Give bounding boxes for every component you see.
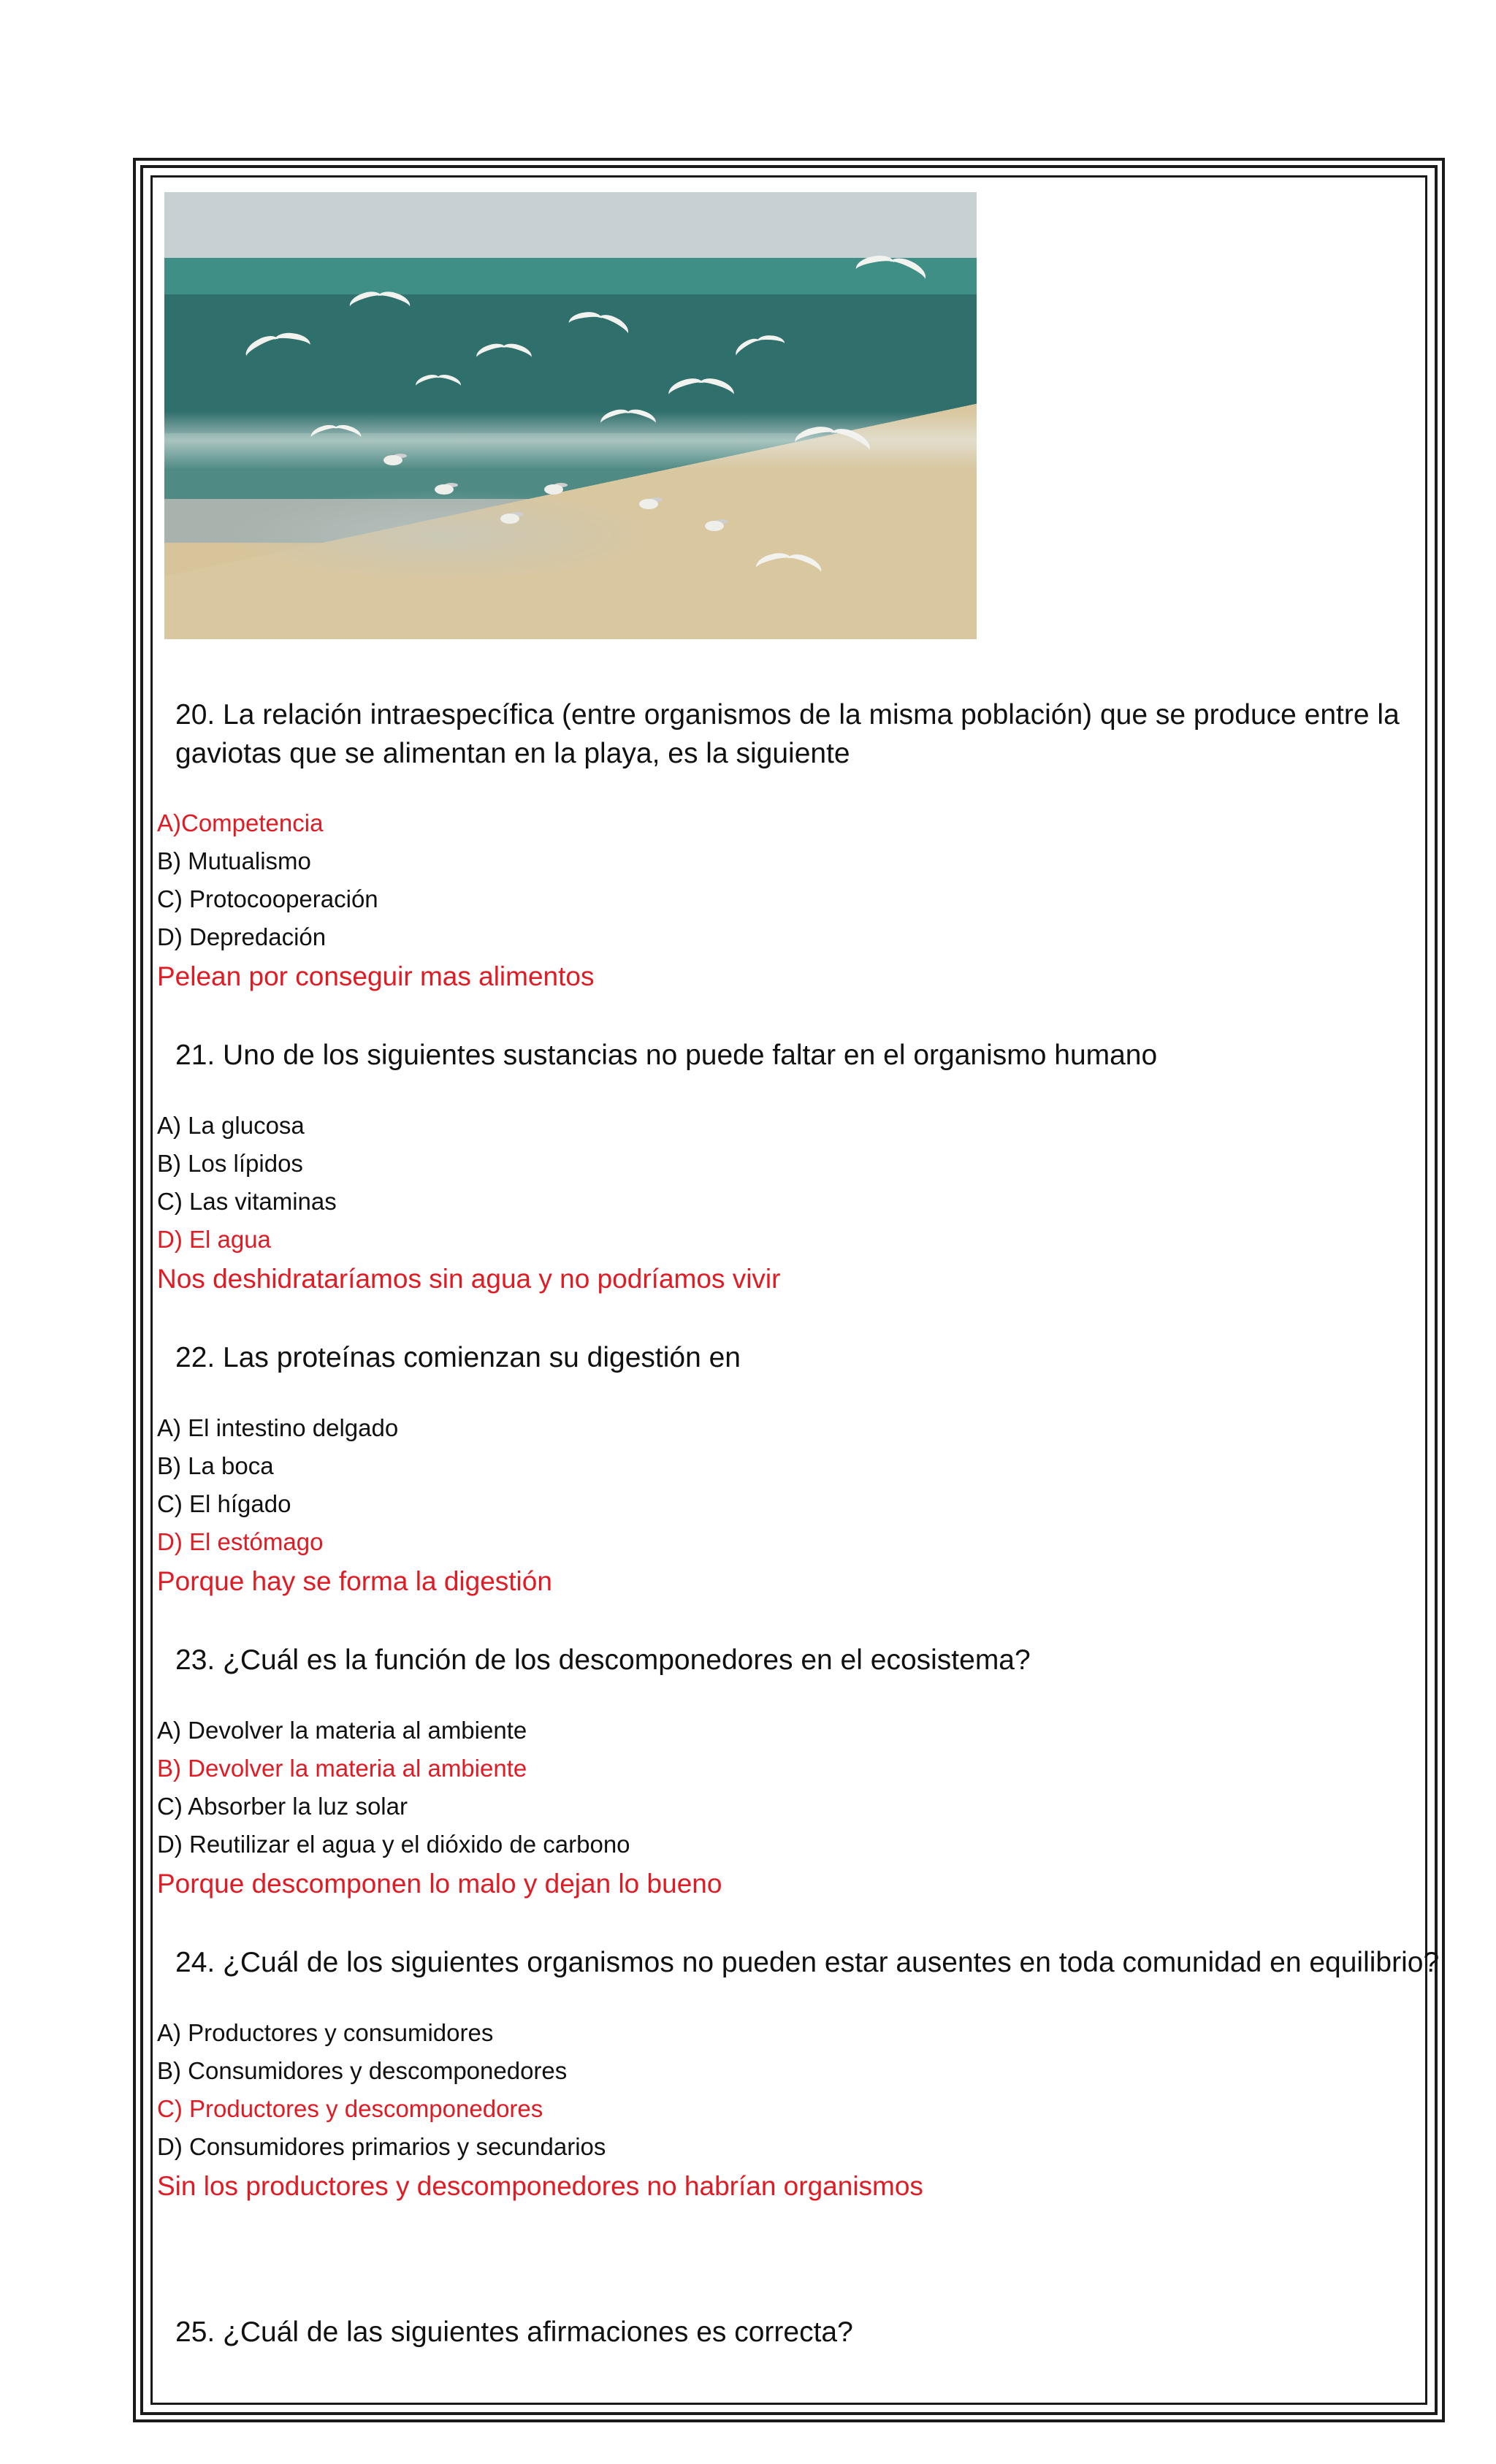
q22-option-b: B) La boca — [157, 1452, 274, 1479]
q21-option-c: C) Las vitaminas — [157, 1188, 337, 1215]
q24-option-c: C) Productores y descomponedores — [157, 2095, 543, 2122]
q21-option-a: A) La glucosa — [157, 1112, 305, 1139]
q20-option-d: D) Depredación — [157, 923, 327, 950]
q24-option-a: A) Productores y consumidores — [157, 2019, 494, 2046]
seagulls-beach-photo — [164, 192, 977, 639]
q24-explanation: Sin los productores y descomponedores no habrían organismos — [157, 2171, 923, 2201]
question-20-line-1: 20. La relación intraespecífica (entre organismos de la misma población) que se produce entre la — [175, 699, 1400, 731]
question-25: 25. ¿Cuál de las siguientes afirmaciones es correcta? — [175, 2316, 853, 2348]
q22-option-d: D) El estómago — [157, 1528, 324, 1555]
q21-option-d: D) El agua — [157, 1226, 271, 1253]
q20-option-b: B) Mutualismo — [157, 847, 311, 874]
question-22: 22. Las proteínas comienzan su digestión en — [175, 1342, 741, 1373]
q21-option-b: B) Los lípidos — [157, 1150, 303, 1177]
q20-explanation: Pelean por conseguir mas alimentos — [157, 961, 595, 991]
q22-option-c: C) El hígado — [157, 1490, 291, 1517]
question-21: 21. Uno de los siguientes sustancias no puede faltar en el organismo humano — [175, 1040, 1158, 1071]
question-24: 24. ¿Cuál de los siguientes organismos no pueden estar ausentes en toda comunidad en equilibrio? — [175, 1947, 1440, 1978]
q20-option-c: C) Protocooperación — [157, 885, 378, 912]
q20-option-a: A)Competencia — [157, 809, 324, 836]
q24-option-b: B) Consumidores y descomponedores — [157, 2057, 568, 2084]
q22-option-a: A) El intestino delgado — [157, 1414, 399, 1441]
q23-option-c: C) Absorber la luz solar — [157, 1793, 408, 1820]
q23-option-a: A) Devolver la materia al ambiente — [157, 1717, 527, 1744]
q21-explanation: Nos deshidrataríamos sin agua y no podríamos vivir — [157, 1264, 781, 1294]
q22-explanation: Porque hay se forma la digestión — [157, 1566, 552, 1596]
q23-option-d: D) Reutilizar el agua y el dióxido de carbono — [157, 1831, 630, 1858]
q23-option-b: B) Devolver la materia al ambiente — [157, 1755, 527, 1782]
question-23: 23. ¿Cuál es la función de los descomponedores en el ecosistema? — [175, 1644, 1031, 1676]
question-20-line-2: gaviotas que se alimentan en la playa, es la siguiente — [175, 738, 850, 769]
q24-option-d: D) Consumidores primarios y secundarios — [157, 2133, 606, 2160]
q23-explanation: Porque descomponen lo malo y dejan lo bueno — [157, 1869, 722, 1899]
